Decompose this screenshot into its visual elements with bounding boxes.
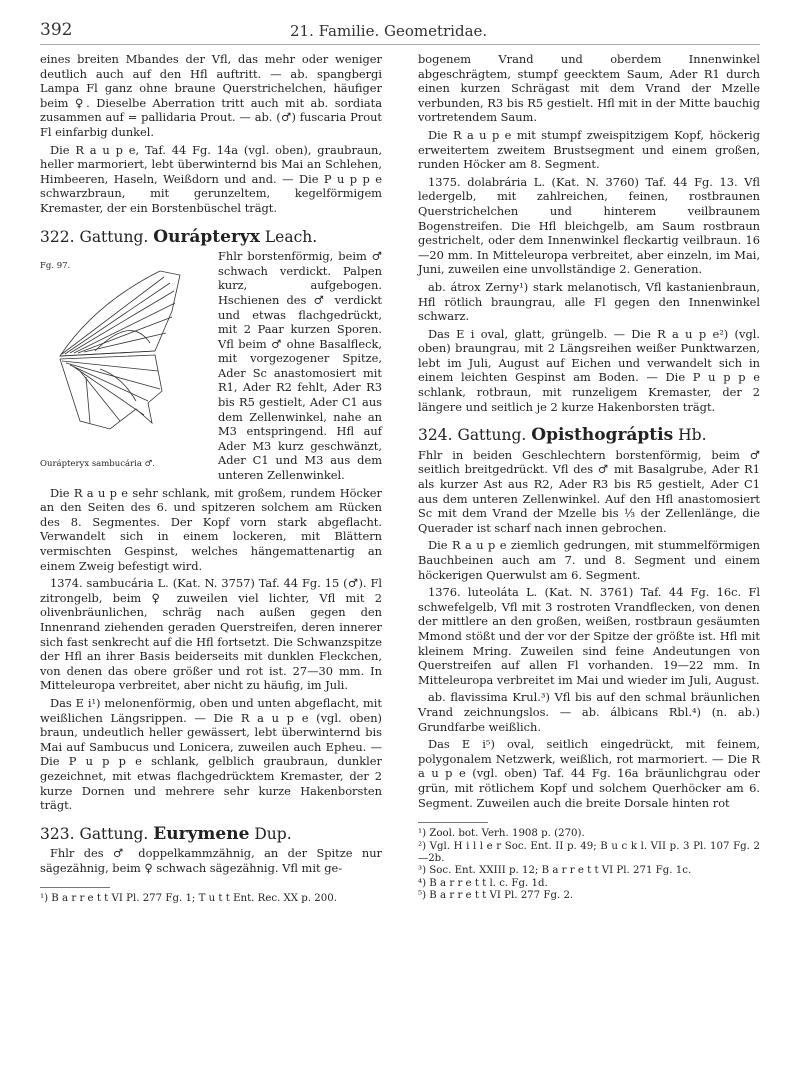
paragraph: Fhlr des ♂ doppelkammzähnig, an der Spitze nur sägezähnig, beim ♀ schwach sägezähnig. Vfl mit ge-	[40, 846, 382, 875]
footnote: ⁴) B a r r e t t l. c. Fg. 1d.	[418, 877, 548, 889]
running-title: 21. Familie. Geometridae.	[290, 22, 488, 40]
species-1376: 1376. luteoláta L. (Kat. N. 3761) Taf. 44 Fg. 16c. Fl schwefelgelb, Vfl mit 3 rostroten Vrandflecken, von denen der mittlere an den großen, weißen, rostbraun gesäumten Mmond stößt und der vor der Spitze der größte ist. Hfl mit kleinem Mring. Zuweilen sind feine Andeutungen von Querstreifen auf allen Fl vorhanden. 19—22 mm. In Mitteleuropa verbreitet im Mai und wieder im Juli, August.	[418, 585, 760, 687]
footnote: ³) Soc. Ent. XXIII p. 12; B a r r e t t VI Pl. 271 Fg. 1c.	[418, 865, 692, 877]
paragraph: Die R a u p e, Taf. 44 Fg. 14a (vgl. oben), graubraun, heller marmoriert, lebt überwinternd bis Mai an Schlehen, Himbeeren, Haseln, Weißdorn und and. — Die P u p p e schwarzbraun, mit gerunzeltem, kegelförmigem Kremaster, der ein Borstenbüschel trägt.	[40, 142, 382, 215]
right-column	[418, 52, 760, 903]
footnote: ⁵) B a r r e t t VI Pl. 277 Fg. 2.	[418, 890, 574, 902]
paragraph: bogenem Vrand und oberdem Innenwinkel abgeschrägtem, stumpf geecktem Saum, Ader R1 durch einen kurzen Schrägast mit dem Vrand der Mzelle verbunden, R3 bis R5 gestielt. Hfl mit in der Mitte bauchig vortretendem Saum.	[418, 52, 760, 125]
figure-97	[40, 251, 210, 479]
footnote: ¹) B a r r e t t VI Pl. 277 Fg. 1; T u t t Ent. Rec. XX p. 200.	[40, 893, 337, 905]
left-column	[40, 52, 382, 906]
paragraph: Fhlr in beiden Geschlechtern borstenförmig, beim ♂ seitlich breitgedrückt. Vfl des ♂ mit Basalgrube, Ader R1 als kurzer Ast aus R2, Ader R3 bis R5 gestielt, Ader C1 aus dem unteren Zellenwinkel. Auf den Hfl anastomosiert Sc mit dem Vrand der Mzelle bis ⅓ der Zellenlänge, die Querader ist scharf nach innen gebrochen.	[418, 447, 760, 535]
footnote-rule	[40, 887, 110, 888]
footnote-rule	[418, 822, 488, 823]
figure-caption: Ourápteryx sambucária ♂.	[40, 459, 155, 470]
species-1375: 1375. dolabrária L. (Kat. N. 3760) Taf. 44 Fg. 13. Vfl ledergelb, mit zahlreichen, feinen, rostbraunen Querstrichelchen und hinterem veilbraunem Bogenstreifen. Die Hfl bleichgelb, am Saum rostbraun gestrichelt, oder dem Innenwinkel fleckartig veilbraun. 16—20 mm. In Mitteleuropa verbreitet, aber einzeln, im Mai, Juni, zuweilen eine unvollständige 2. Generation.	[418, 174, 760, 277]
moth-wing-venation-diagram	[40, 251, 210, 456]
genus-heading-324: 324. Gattung. Opisthográptis Hb.	[418, 425, 707, 446]
figure-label: Fg. 97.	[40, 261, 71, 272]
paragraph: ab. flavissima Krul.³) Vfl bis auf den schmal bräunlichen Vrand zeichnungslos. — ab. álbicans Rbl.⁴) (n. ab.) Grundfarbe weißlich.	[418, 690, 760, 734]
footnote: ²) Vgl. H i l l e r Soc. Ent. II p. 49; B u c k l. VII p. 3 Pl. 107 Fg. 2—2b.	[418, 840, 760, 864]
species-1374: 1374. sambucária L. (Kat. N. 3757) Taf. 44 Fg. 15 (♂). Fl zitrongelb, beim ♀ zuweilen viel lichter, Vfl mit 2 olivenbräunlichen, schräg nach außen gegen den Innenrand ziehenden geraden Querstreifen, deren innerer sich fast senkrecht auf die Hfl fortsetzt. Die Schwanzspitze der Hfl an ihrer Basis beiderseits mit dunklen Fleckchen, von denen das obere größer und rot ist. 27—30 mm. In Mitteleuropa verbreitet, aber nicht zu häufig, im Juli.	[40, 576, 382, 693]
footnote: ¹) Zool. bot. Verh. 1908 p. (270).	[418, 828, 585, 840]
genus-heading-322: 322. Gattung. Ourápteryx Leach.	[40, 226, 318, 247]
paragraph: Fhlr borstenförmig, beim ♂ schwach verdickt. Palpen kurz, aufgebogen. Hschienen des ♂ verdickt und etwas flachgedrückt, mit 2 Paar kurzen Sporen. Vfl beim ♂ ohne Basalfleck, mit vorgezogener Spitze, Ader Sc anastomosiert mit R1, Ader R2 fehlt, Ader R3 bis R5 gestielt, Ader C1 aus dem Zellenwinkel, nahe an M3 entspringend. Hfl auf Ader M3 kurz geschwänzt, Ader C1 und M3 aus dem unteren Zellenwinkel.	[218, 249, 382, 483]
page-header	[40, 18, 760, 45]
paragraph: eines breiten Mbandes der Vfl, das mehr oder weniger deutlich auch auf den Hfl auftritt. — ab. spangbergi Lampa Fl ganz ohne braune Querstrichelchen, häufiger beim ♀. Dieselbe Aberration tritt auch mit ab. sordiata zusammen auf = pallidaria Prout. — ab. (♂) fuscaria Prout Fl einfarbig dunkel.	[40, 52, 382, 139]
paragraph: Die R a u p e mit stumpf zweispitzigem Kopf, höckerig erweitertem zweitem Brustsegment und einem großen, runden Höcker am 8. Segment.	[418, 127, 760, 172]
paragraph: ab. átrox Zerny¹) stark melanotisch, Vfl kastanienbraun, Hfl rötlich braungrau, alle Fl gegen den Innenwinkel schwarz.	[418, 279, 760, 324]
page-number: 392	[40, 20, 73, 40]
paragraph: Das E i⁵) oval, seitlich eingedrückt, mit feinem, polygonalem Netzwerk, weißlich, rot marmoriert. — Die R a u p e (vgl. oben) Taf. 44 Fg. 16a bräunlichgrau oder grün, mit rötlichem Kopf und solchem Querhöcker am 6. Segment. Zuweilen auch die breite Dorsale hinten rot	[418, 737, 760, 810]
paragraph: Die R a u p e ziemlich gedrungen, mit stummelförmigen Bauchbeinen auch am 7. und 8. Segment und einem höckerigen Querwulst am 6. Segment.	[418, 538, 760, 582]
genus-heading-323: 323. Gattung. Eurymene Dup.	[40, 823, 292, 844]
paragraph: Die R a u p e sehr schlank, mit großem, rundem Höcker an den Seiten des 6. und spitzeren solchem am Rücken des 8. Segmentes. Der Kopf vorn stark abgeflacht. Verwandelt sich in einem lockeren, mit Blättern vermischten Gespinst, welches hängemattenartig an einem Zweig befestigt wird.	[40, 485, 382, 573]
paragraph: Das E i oval, glatt, grüngelb. — Die R a u p e²) (vgl. oben) braungrau, mit 2 Längsreihen weißer Punktwarzen, lebt im Juli, August auf Eichen und verwandelt sich in einem leichten Gespinst am Boden. — Die P u p p e schlank, rotbraun, mit runzeligem Kremaster, der 2 längere und seitlich je 2 kurze Hakenborsten trägt.	[418, 326, 760, 414]
paragraph: Das E i¹) melonenförmig, oben und unten abgeflacht, mit weißlichen Längsrippen. — Die R a u p e (vgl. oben) braun, undeutlich heller gewässert, lebt überwinternd bis Mai auf Sambucus und Lonicera, zuweilen auch Epheu. — Die P u p p e schlank, gelblich graubraun, dunkler gezeichnet, mit etwas flachgedrücktem Kremaster, der 2 kurze Dornen und mehrere sehr kurze Hakenborsten trägt.	[40, 695, 382, 813]
